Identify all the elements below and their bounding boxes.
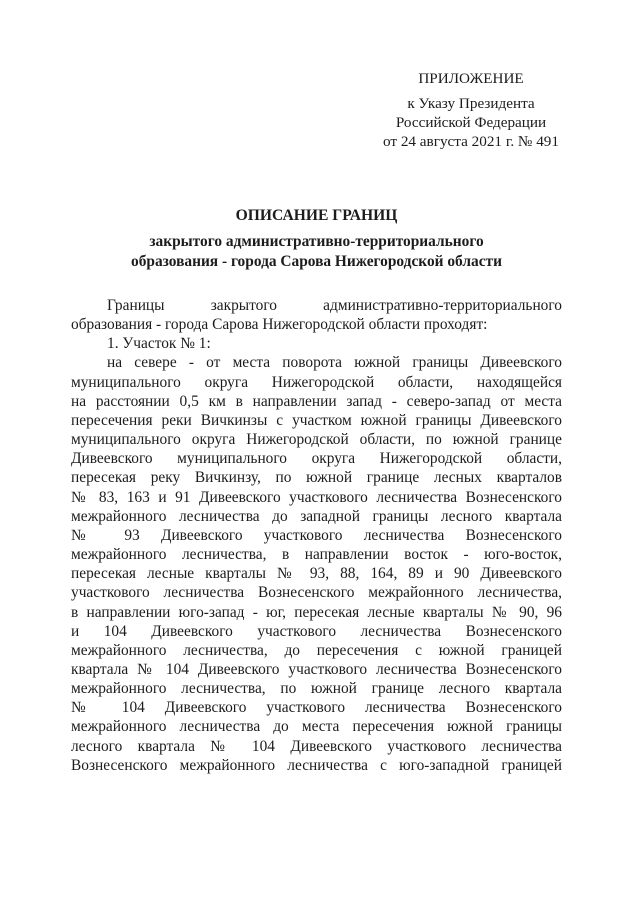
body-line: 1. Участок № 1: xyxy=(107,335,211,353)
body-line: Границы закрытого административно-территориального xyxy=(107,297,562,314)
body-line: Вознесенского межрайонного лесничества с юго-западной границей xyxy=(71,756,562,774)
body-line: и 104 Дивеевского участкового лесничества Вознесенского xyxy=(71,622,562,640)
body-line: муниципального округа Нижегородской области, находящейся xyxy=(71,373,562,391)
body-line: на расстоянии 0,5 км в направлении запад - северо-запад от места xyxy=(71,392,562,410)
body-line: межрайонного лесничества до западной границы лесного квартала xyxy=(71,507,562,525)
body-line: пересечения реки Вичкинзы с участком южной границы Дивеевского xyxy=(71,411,562,429)
decree-reference-line: от 24 августа 2021 г. № 491 xyxy=(383,133,559,150)
body-line: межрайонного лесничества, в направлении восток - юго-восток, xyxy=(71,546,562,564)
body-line: № 93 Дивеевского участкового лесничества Вознесенского xyxy=(71,526,562,544)
appendix-header xyxy=(371,69,571,151)
decree-reference-line: к Указу Президента xyxy=(407,95,535,112)
document-body xyxy=(71,296,562,775)
document-subtitle-line: образования - города Сарова Нижегородской области xyxy=(131,252,502,270)
decree-reference-line: Российской Федерации xyxy=(395,114,547,131)
body-line: квартала № 104 Дивеевского участкового лесничества Вознесенского xyxy=(71,660,562,678)
body-line: муниципального округа Нижегородской области, по южной границе xyxy=(71,431,562,449)
body-line: межрайонного лесничества, до пересечения с южной границей xyxy=(71,641,562,659)
body-line: на севере - от места поворота южной границы Дивеевского xyxy=(107,354,562,372)
body-line: пересекая реку Вичкинзу, по южной границе лесных кварталов xyxy=(71,469,562,487)
body-line: межрайонного лесничества до места пересечения южной границы xyxy=(71,718,562,736)
body-line: образования - города Сарова Нижегородской области проходят: xyxy=(71,316,488,334)
document-title: ОПИСАНИЕ ГРАНИЦ xyxy=(235,207,398,224)
body-line: участкового лесничества Вознесенского межрайонного лесничества, xyxy=(71,584,562,602)
body-line: лесного квартала № 104 Дивеевского участкового лесничества xyxy=(71,737,562,755)
document-subtitle xyxy=(71,232,562,271)
body-line: в направлении юго-запад - юг, пересекая лесные кварталы № 90, 96 xyxy=(71,603,562,621)
body-line: пересекая лесные кварталы № 93, 88, 164, 89 и 90 Дивеевского xyxy=(71,565,562,583)
body-line: межрайонного лесничества, по южной границе лесного квартала xyxy=(71,680,562,698)
body-line: Дивеевского муниципального округа Нижегородской области, xyxy=(71,450,562,468)
appendix-label: ПРИЛОЖЕНИЕ xyxy=(418,70,524,87)
body-line: № 104 Дивеевского участкового лесничества Вознесенского xyxy=(71,699,562,717)
body-line: № 83, 163 и 91 Дивеевского участкового лесничества Вознесенского xyxy=(71,488,562,506)
document-subtitle-line: закрытого административно-территориального xyxy=(149,233,484,250)
